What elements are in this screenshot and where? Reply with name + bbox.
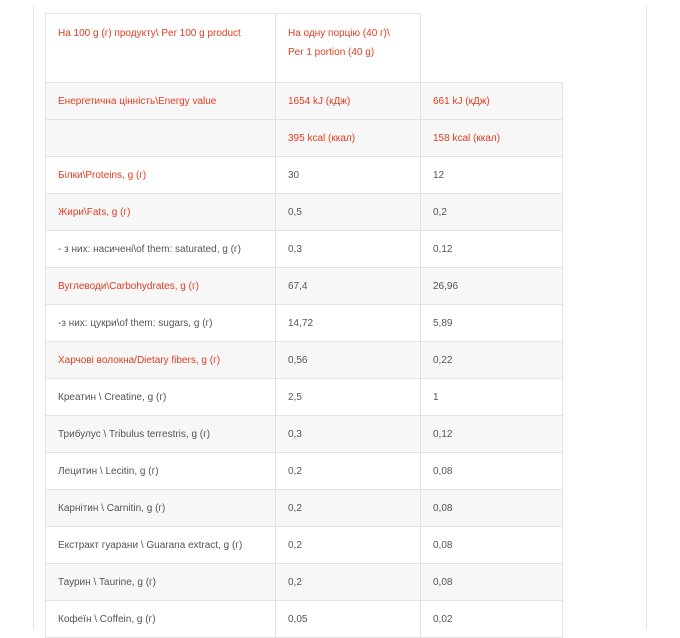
row-value-per-portion: 661 kJ (кДж) xyxy=(421,83,563,120)
nutrition-table xyxy=(45,13,563,638)
row-label: Вуглеводи\Carbohydrates, g (г) xyxy=(46,268,276,305)
table-row xyxy=(46,342,563,379)
table-row xyxy=(46,268,563,305)
table-row xyxy=(46,194,563,231)
table-row xyxy=(46,490,563,527)
row-value-per-portion: 0,02 xyxy=(421,601,563,638)
row-label xyxy=(46,120,276,157)
table-header-row xyxy=(46,14,563,83)
row-label: -з них: цукри\of them: sugars, g (г) xyxy=(46,305,276,342)
row-value-per-100g: 0,2 xyxy=(276,564,421,601)
row-label: Кофеїн \ Coffein, g (г) xyxy=(46,601,276,638)
row-label: Лецитин \ Lecitin, g (г) xyxy=(46,453,276,490)
row-value-per-portion: 0,08 xyxy=(421,453,563,490)
table-row xyxy=(46,564,563,601)
row-value-per-100g: 67,4 xyxy=(276,268,421,305)
row-value-per-100g: 0,2 xyxy=(276,490,421,527)
row-label: Карнітин \ Carnitin, g (г) xyxy=(46,490,276,527)
row-value-per-100g: 0,3 xyxy=(276,231,421,268)
row-value-per-100g: 14,72 xyxy=(276,305,421,342)
row-value-per-portion: 0,12 xyxy=(421,416,563,453)
row-label: Жири\Fats, g (г) xyxy=(46,194,276,231)
row-value-per-100g: 2,5 xyxy=(276,379,421,416)
row-value-per-portion: 0,08 xyxy=(421,490,563,527)
row-value-per-portion: 0,08 xyxy=(421,564,563,601)
row-label: Трибулус \ Tribulus terrestris, g (г) xyxy=(46,416,276,453)
row-value-per-100g: 0,2 xyxy=(276,453,421,490)
row-value-per-100g: 395 kcal (ккал) xyxy=(276,120,421,157)
row-label: - з них: насичені\of them: saturated, g (г) xyxy=(46,231,276,268)
table-row xyxy=(46,120,563,157)
row-value-per-portion: 26,96 xyxy=(421,268,563,305)
row-value-per-portion: 0,2 xyxy=(421,194,563,231)
header-per-100g: На 100 g (г) продукту\ Per 100 g product xyxy=(46,14,276,83)
row-value-per-100g: 0,5 xyxy=(276,194,421,231)
row-label: Енергетична цінність\Energy value xyxy=(46,83,276,120)
row-value-per-portion: 0,12 xyxy=(421,231,563,268)
row-label: Білки\Proteins, g (г) xyxy=(46,157,276,194)
table-row xyxy=(46,231,563,268)
table-row xyxy=(46,527,563,564)
table-row xyxy=(46,305,563,342)
table-row xyxy=(46,601,563,638)
row-value-per-portion: 0,22 xyxy=(421,342,563,379)
table-row xyxy=(46,453,563,490)
row-label: Харчові волокна/Dietary fibers, g (г) xyxy=(46,342,276,379)
table-row xyxy=(46,416,563,453)
table-row xyxy=(46,83,563,120)
row-value-per-100g: 1654 kJ (кДж) xyxy=(276,83,421,120)
row-value-per-100g: 0,56 xyxy=(276,342,421,379)
row-value-per-portion: 158 kcal (ккал) xyxy=(421,120,563,157)
row-label: Креатин \ Creatine, g (г) xyxy=(46,379,276,416)
row-value-per-portion: 12 xyxy=(421,157,563,194)
row-value-per-100g: 0,3 xyxy=(276,416,421,453)
row-value-per-100g: 0,2 xyxy=(276,527,421,564)
row-value-per-portion: 1 xyxy=(421,379,563,416)
table-row xyxy=(46,379,563,416)
row-value-per-100g: 0,05 xyxy=(276,601,421,638)
row-value-per-100g: 30 xyxy=(276,157,421,194)
row-value-per-portion: 5,89 xyxy=(421,305,563,342)
header-empty-cell xyxy=(421,14,563,83)
header-per-portion: На одну порцію (40 г)\ Per 1 portion (40 g) xyxy=(276,14,421,83)
row-value-per-portion: 0,08 xyxy=(421,527,563,564)
row-label: Екстракт гуарани \ Guarana extract, g (г) xyxy=(46,527,276,564)
row-label: Таурин \ Taurine, g (г) xyxy=(46,564,276,601)
table-row xyxy=(46,157,563,194)
